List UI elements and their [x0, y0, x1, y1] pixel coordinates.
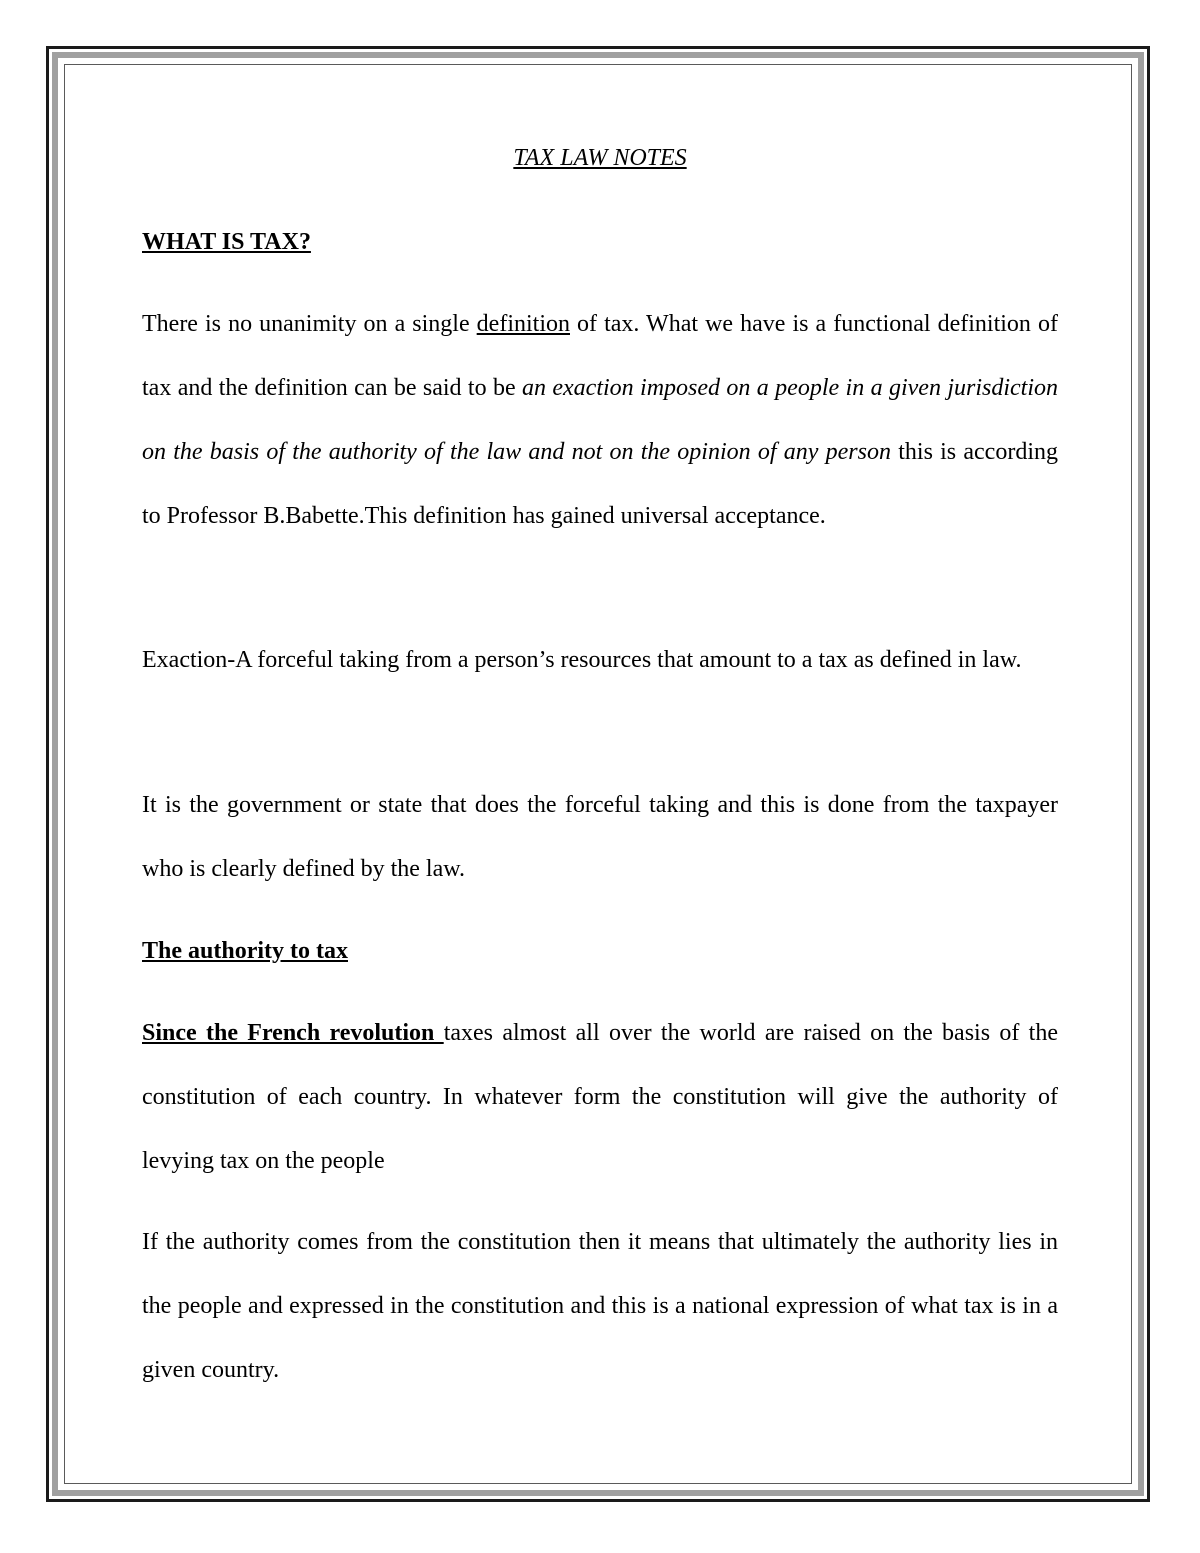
paragraph-french-revolution	[142, 1001, 1058, 1193]
paragraph-definition-text-1: There is no unanimity on a single	[142, 311, 477, 337]
paragraph-exaction: Exaction-A forceful taking from a person’s resources that amount to a tax as defined in law.	[142, 647, 1022, 673]
paragraph-government: It is the government or state that does the forceful taking and this is done from the taxpayer who is clearly defined by the law.	[142, 792, 1058, 882]
document-title: TAX LAW NOTES	[513, 145, 687, 171]
paragraph-constitution-authority: If the authority comes from the constitution then it means that ultimately the authority lies in the people and expressed in the constitution and this is a national expression of what tax is in a given country.	[142, 1229, 1058, 1383]
french-revolution-rest: taxes almost all over the world are raised on the basis of the constitution of each country. In whatever form the constitution will give the authority of levying tax on the people	[142, 1020, 1058, 1174]
french-revolution-bold: Since the French revolution	[142, 1020, 444, 1046]
paragraph-definition-text-2: of tax. What we have is a functional definition of tax and the definition can be said to be	[142, 311, 1058, 401]
heading-what-is-tax: WHAT IS TAX?	[142, 229, 311, 255]
paragraph-definition-text-3: this is according to Professor B.Babette.This definition has gained universal acceptance.	[142, 439, 1058, 529]
heading-authority-to-tax: The authority to tax	[142, 938, 348, 964]
paragraph-definition	[142, 292, 1058, 548]
definition-quote-italic: an exaction imposed on a people in a given jurisdiction on the basis of the authority of the law and not on the opinion of any person	[142, 375, 1058, 465]
definition-underlined: definition	[476, 311, 570, 337]
